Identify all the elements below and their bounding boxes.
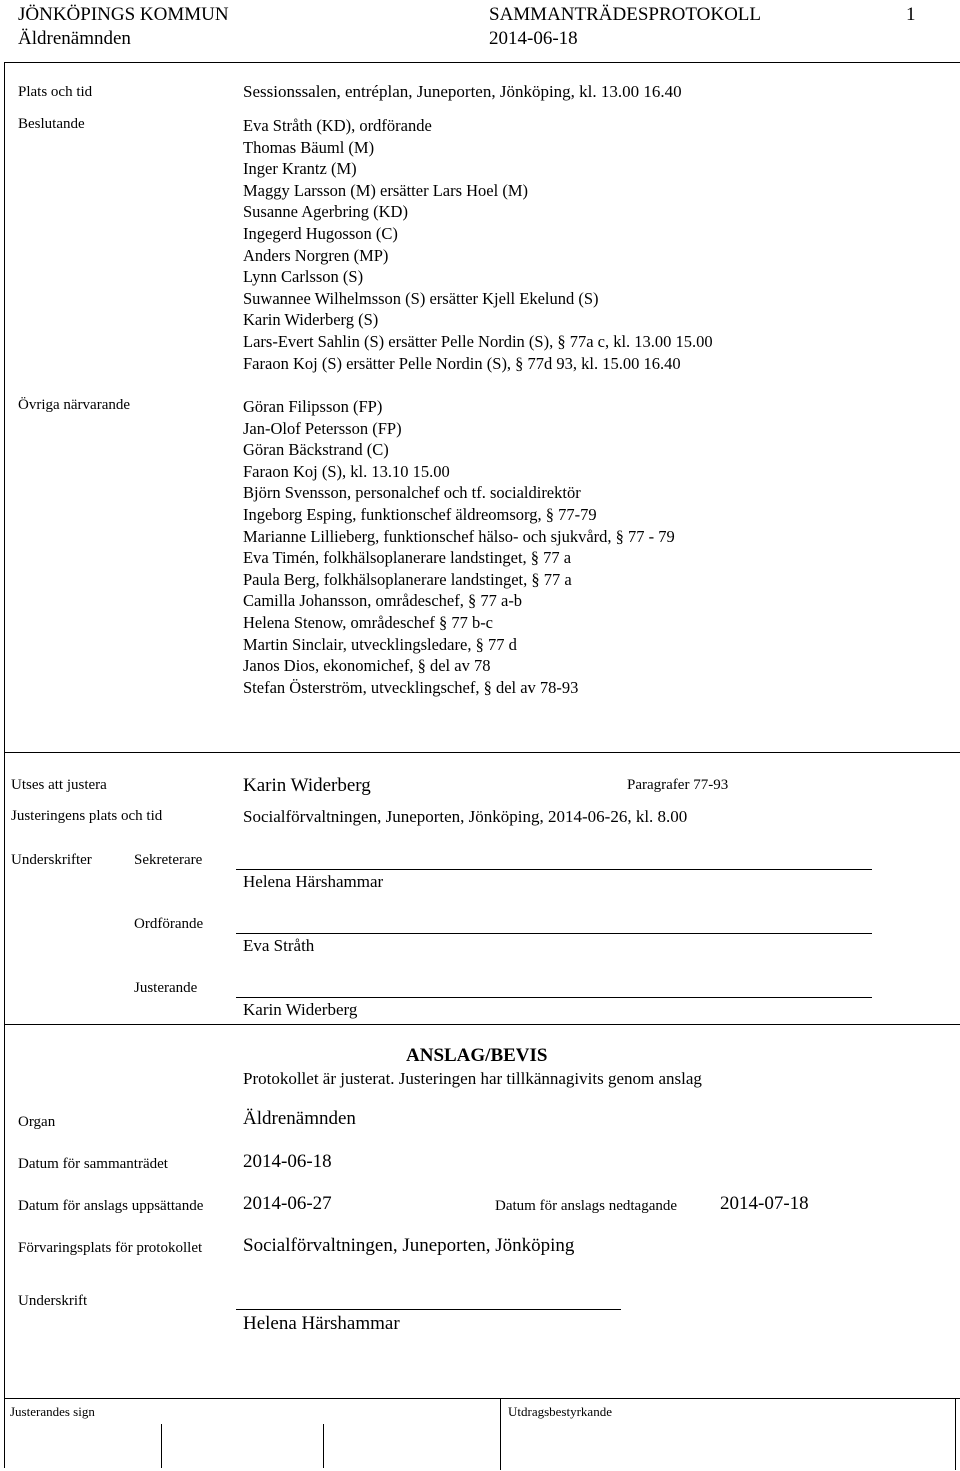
list-item: Faraon Koj (S) ersätter Pelle Nordin (S), § 77d 93, kl. 15.00 16.40 [243, 353, 681, 373]
footer-sign-box-line [161, 1424, 162, 1468]
section-divider [4, 1024, 960, 1025]
chair-label: Ordförande [134, 916, 204, 932]
notice-statement: Protokollet är justerat. Justeringen har tillkännagivits genom anslag [243, 1069, 702, 1088]
posted-date-value: 2014-06-27 [243, 1193, 332, 1214]
list-item: Göran Bäckstrand (C) [243, 440, 389, 460]
footer-sign-box-line [323, 1424, 324, 1468]
storage-value: Socialförvaltningen, Juneporten, Jönköping [243, 1235, 575, 1256]
list-item: Maggy Larsson (M) ersätter Lars Hoel (M) [243, 180, 528, 200]
removed-date-value: 2014-07-18 [720, 1193, 809, 1214]
signature-name: Helena Härshammar [243, 1313, 400, 1334]
section-divider [4, 752, 960, 753]
page-number: 1 [906, 4, 916, 25]
document-type: SAMMANTRÄDESPROTOKOLL [489, 4, 762, 25]
list-item: Ingegerd Hugosson (C) [243, 223, 398, 243]
place-value: Sessionssalen, entréplan, Juneporten, Jönköping, kl. 13.00 16.40 [243, 82, 682, 101]
meeting-date-label: Datum för sammanträdet [18, 1156, 168, 1172]
list-item: Ingeborg Esping, funktionschef äldreomsorg, § 77-79 [243, 504, 597, 524]
org-name: JÖNKÖPINGS KOMMUN [18, 4, 229, 25]
list-item: Björn Svensson, personalchef och tf. socialdirektör [243, 483, 581, 503]
place-label: Plats och tid [18, 84, 93, 100]
chair-name: Eva Stråth [243, 936, 315, 955]
list-item: Göran Filipsson (FP) [243, 397, 383, 416]
committee-name: Äldrenämnden [18, 28, 131, 49]
meeting-date-value: 2014-06-18 [243, 1151, 332, 1172]
decision-makers-label: Beslutande [18, 116, 85, 132]
list-item: Lynn Carlsson (S) [243, 267, 364, 287]
organ-label: Organ [18, 1114, 56, 1130]
justification-place-value: Socialförvaltningen, Juneporten, Jönköping, 2014-06-26, kl. 8.00 [243, 807, 688, 826]
list-item: Anders Norgren (MP) [243, 245, 389, 265]
list-item: Suwannee Wilhelmsson (S) ersätter Kjell Ekelund (S) [243, 288, 599, 308]
list-item: Helena Stenow, områdeschef § 77 b-c [243, 612, 494, 632]
adjuster-appointed-value: Karin Widerberg [243, 775, 371, 796]
adjuster-sign-label: Justerandes sign [10, 1404, 95, 1419]
adjuster-signature-line [236, 997, 872, 998]
list-item: Paula Berg, folkhälsoplanerare landstinget, § 77 a [243, 569, 572, 589]
list-item: Lars-Evert Sahlin (S) ersätter Pelle Nordin (S), § 77a c, kl. 13.00 15.00 [243, 331, 713, 351]
list-item: Thomas Bäuml (M) [243, 137, 375, 157]
signature-line [236, 1309, 621, 1310]
list-item: Martin Sinclair, utvecklingsledare, § 77 d [243, 634, 517, 654]
chair-signature-line [236, 933, 872, 934]
storage-label: Förvaringsplats för protokollet [18, 1240, 203, 1256]
notice-title: ANSLAG/BEVIS [406, 1045, 548, 1066]
list-item: Janos Dios, ekonomichef, § del av 78 [243, 656, 491, 676]
secretary-signature-line [236, 869, 872, 870]
list-item: Karin Widerberg (S) [243, 310, 379, 330]
paragraphs-range: Paragrafer 77-93 [627, 777, 729, 793]
secretary-label: Sekreterare [134, 852, 203, 868]
decision-makers-list [243, 115, 713, 374]
posted-date-label: Datum för anslags uppsättande [18, 1198, 204, 1214]
certification-label: Utdragsbestyrkande [508, 1404, 612, 1419]
justification-place-label: Justeringens plats och tid [11, 808, 163, 824]
list-item: Eva Timén, folkhälsoplanerare landstinget, § 77 a [243, 548, 572, 568]
list-item: Jan-Olof Petersson (FP) [243, 418, 402, 438]
secretary-name: Helena Härshammar [243, 872, 384, 891]
meeting-date: 2014-06-18 [489, 28, 578, 49]
list-item: Faraon Koj (S), kl. 13.10 15.00 [243, 461, 450, 481]
signatures-label: Underskrifter [11, 852, 92, 868]
adjuster-label: Justerande [134, 980, 198, 996]
header-divider [4, 62, 960, 63]
list-item: Marianne Lillieberg, funktionschef hälso- och sjukvård, § 77 - 79 [243, 526, 675, 546]
signature-label: Underskrift [18, 1293, 88, 1309]
others-present-list [243, 396, 675, 698]
others-present-label: Övriga närvarande [18, 397, 131, 413]
footer-center-divider [500, 1398, 501, 1470]
organ-value: Äldrenämnden [243, 1108, 356, 1129]
list-item: Stefan Österström, utvecklingschef, § del av 78-93 [243, 677, 579, 697]
list-item: Eva Stråth (KD), ordförande [243, 116, 432, 135]
list-item: Camilla Johansson, områdeschef, § 77 a-b [243, 591, 523, 611]
left-border [4, 62, 5, 1468]
adjuster-name: Karin Widerberg [243, 1000, 358, 1019]
removed-date-label: Datum för anslags nedtagande [495, 1198, 678, 1214]
list-item: Inger Krantz (M) [243, 159, 357, 179]
footer-right-border [955, 1398, 956, 1470]
footer-divider [4, 1398, 960, 1399]
list-item: Susanne Agerbring (KD) [243, 202, 408, 222]
adjuster-appointed-label: Utses att justera [11, 777, 107, 793]
